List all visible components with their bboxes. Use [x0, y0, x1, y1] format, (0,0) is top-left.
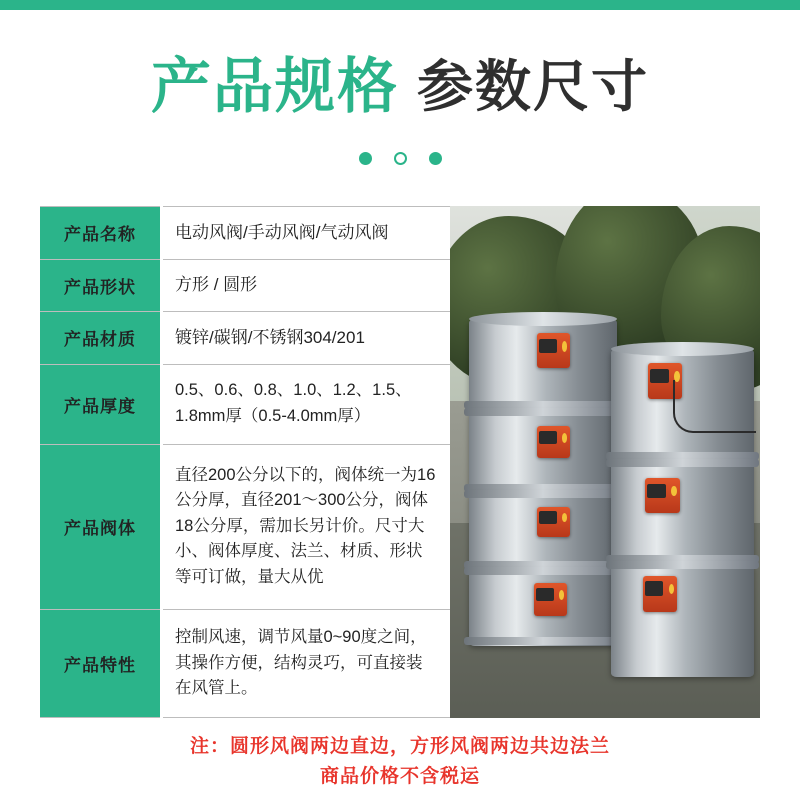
- damper-flange: [606, 459, 759, 467]
- actuator-display: [539, 431, 557, 444]
- damper-unit: [469, 493, 618, 570]
- page-header: [0, 10, 800, 150]
- damper-unit: [611, 462, 754, 564]
- row-label: 产品特性: [40, 609, 162, 717]
- row-value: 镀锌/碳钢/不锈钢304/201: [162, 312, 451, 365]
- damper-flange: [606, 561, 759, 569]
- damper-flange: [464, 637, 623, 645]
- damper-rim: [469, 312, 618, 326]
- damper-unit: [469, 570, 618, 647]
- actuator-display: [536, 588, 554, 601]
- actuator-knob-icon: [562, 341, 567, 352]
- table-row: [40, 444, 450, 609]
- damper-actuator: [537, 333, 570, 368]
- actuator-knob-icon: [562, 433, 567, 443]
- actuator-knob-icon: [671, 486, 676, 496]
- decorative-dots: [0, 144, 800, 172]
- footnote-line-2: 商品价格不含税运: [319, 766, 480, 788]
- actuator-knob-icon: [669, 584, 674, 595]
- row-label: 产品阀体: [40, 444, 162, 609]
- actuator-display: [647, 484, 666, 498]
- actuator-display: [539, 511, 557, 523]
- row-label: 产品厚度: [40, 364, 162, 444]
- dot-icon: [394, 152, 407, 165]
- damper-unit: [611, 564, 754, 677]
- spec-content: [40, 206, 760, 718]
- footnote: [0, 732, 800, 793]
- damper-actuator: [537, 507, 570, 538]
- actuator-display: [539, 339, 557, 353]
- footnote-line-1: 注：圆形风阀两边直边，方形风阀两边共边法兰: [189, 736, 610, 757]
- damper-flange: [464, 567, 623, 575]
- table-row: [40, 609, 450, 717]
- damper-actuator: [645, 478, 679, 513]
- row-label: 产品名称: [40, 207, 162, 260]
- page-title-secondary: 参数尺寸: [417, 55, 649, 118]
- damper-actuator: [534, 583, 567, 615]
- page-title-primary: 产品规格: [151, 53, 399, 120]
- actuator-knob-icon: [559, 590, 564, 600]
- specification-table: [40, 206, 450, 718]
- table-row: [40, 207, 450, 260]
- row-value: 0.5、0.6、0.8、1.0、1.2、1.5、1.8mm厚（0.5-4.0mm厚）: [162, 364, 451, 444]
- damper-flange: [464, 490, 623, 498]
- row-value: 控制风速，调节风量0~90度之间，其操作方便，结构灵巧，可直接装在风管上。: [162, 609, 451, 717]
- table-row: [40, 364, 450, 444]
- table-row: [40, 312, 450, 365]
- row-label: 产品形状: [40, 259, 162, 312]
- damper-actuator: [643, 576, 677, 612]
- row-value: 直径200公分以下的，阀体统一为16公分厚，直径201～300公分，阀体18公分厚，需加长另计价。尺寸大小、阀体厚度、法兰、材质、形状等可订做，量大从优: [162, 444, 451, 609]
- row-value: 方形 / 圆形: [162, 259, 451, 312]
- product-photo: [450, 206, 760, 718]
- actuator-display: [650, 369, 669, 383]
- dot-icon: [429, 152, 442, 165]
- damper-unit: [469, 319, 618, 411]
- actuator-knob-icon: [562, 513, 567, 522]
- damper-flange: [464, 408, 623, 416]
- actuator-display: [645, 581, 664, 595]
- row-value: 电动风阀/手动风阀/气动风阀: [162, 207, 451, 260]
- damper-rim: [611, 342, 754, 356]
- damper-actuator: [537, 426, 570, 459]
- dot-icon: [359, 152, 372, 165]
- damper-unit: [469, 411, 618, 493]
- row-label: 产品材质: [40, 312, 162, 365]
- actuator-cable: [673, 380, 756, 433]
- table-row: [40, 259, 450, 312]
